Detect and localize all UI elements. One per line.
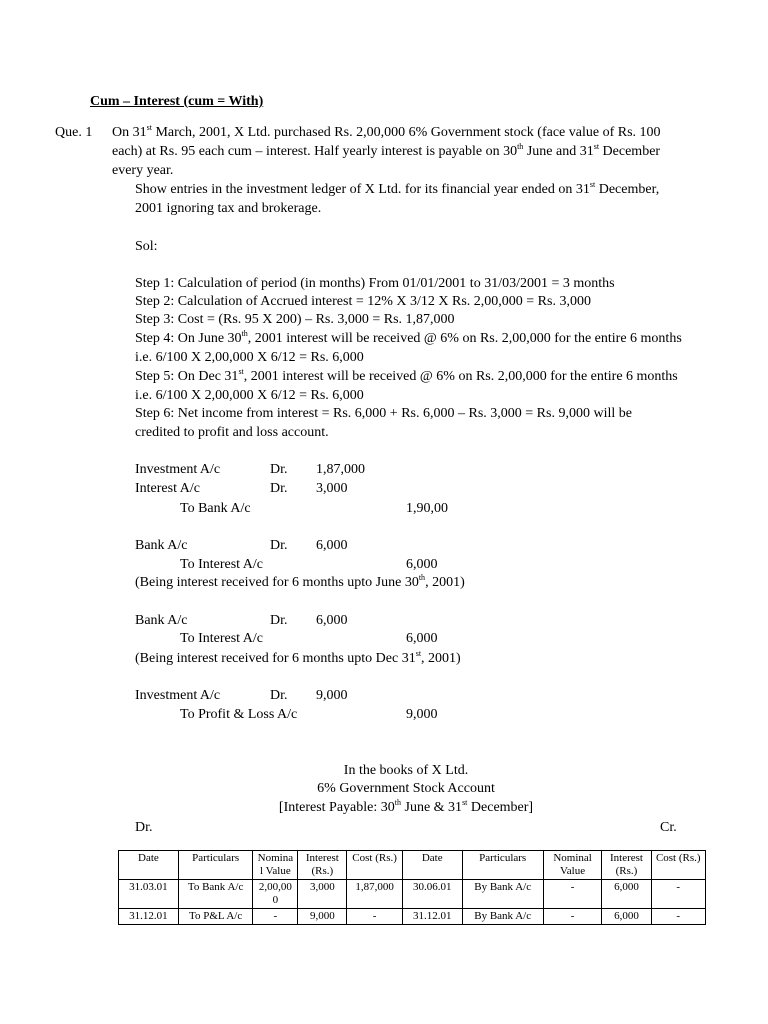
table-cell: - [651,909,705,925]
column-header: Cost (Rs.) [347,851,402,880]
debit-marker: Dr. [270,688,288,703]
superscript: th [418,573,426,582]
superscript: st [589,180,596,189]
ledger-heading-account: 6% Government Stock Account [317,781,495,796]
step-4 [135,330,682,348]
narration [135,650,461,668]
column-header: Date [402,851,462,880]
column-header: Particulars [178,851,253,880]
table-cell: 30.06.01 [402,880,462,909]
text: March, 2001, X Ltd. purchased Rs. 2,00,000 6% Government stock (face value of Rs. 100 [151,125,661,140]
credit-side-label: Cr. [660,820,677,835]
step-2: Step 2: Calculation of Accrued interest = 12% X 3/12 X Rs. 2,00,000 = Rs. 3,000 [135,294,591,309]
table-cell: By Bank A/c [462,880,543,909]
table-row [119,909,706,925]
text: , 2001) [421,651,461,666]
table-cell: 6,000 [602,909,651,925]
step-6: Step 6: Net income from interest = Rs. 6,000 + Rs. 6,000 – Rs. 3,000 = Rs. 9,000 will be [135,406,632,421]
text: Step 5: On Dec 31 [135,369,239,384]
text: , 2001 interest will be received @ 6% on Rs. 2,00,000 for the entire 6 months [247,331,682,346]
column-header: Nomina l Value [253,851,298,880]
table-cell: By Bank A/c [462,909,543,925]
ledger-heading-books: In the books of X Ltd. [343,763,469,778]
question-show-line-2: 2001 ignoring tax and brokerage. [135,201,322,216]
solution-label: Sol: [135,239,158,254]
table-cell: - [253,909,298,925]
account-name: To Interest A/c [180,631,263,646]
debit-marker: Dr. [270,613,288,628]
amount: 9,000 [406,707,438,722]
table-cell: 31.12.01 [119,909,179,925]
account-name: To Profit & Loss A/c [180,707,298,722]
text: (Being interest received for 6 months upto Dec 31 [135,651,416,666]
table-cell: - [347,909,402,925]
text: (Being interest received for 6 months upto June 30 [135,575,419,590]
superscript: th [394,798,401,807]
question-label: Que. 1 [55,125,93,140]
table-cell: 9,000 [298,909,347,925]
table-cell: - [651,880,705,909]
table-cell: 31.12.01 [402,909,462,925]
account-name: Bank A/c [135,538,188,553]
table-cell: 3,000 [298,880,347,909]
superscript: th [517,142,524,151]
superscript: st [593,142,600,151]
table-cell: 6,000 [602,880,651,909]
table-row [119,880,706,909]
amount: 6,000 [406,557,438,572]
superscript: st [415,649,422,658]
table-cell: 31.03.01 [119,880,179,909]
column-header: Date [119,851,179,880]
table-cell: 1,87,000 [347,880,402,909]
text: Step 4: On June 30 [135,331,242,346]
column-header: Nominal Value [543,851,602,880]
column-header: Interest (Rs.) [602,851,651,880]
step-4-line-2: i.e. 6/100 X 2,00,000 X 6/12 = Rs. 6,000 [135,350,364,365]
account-name: To Interest A/c [180,557,263,572]
table-cell: To P&L A/c [178,909,253,925]
table-cell: - [543,909,602,925]
text: each) at Rs. 95 each cum – interest. Half yearly interest is payable on 30 [112,144,518,159]
column-header: Particulars [462,851,543,880]
amount: 1,90,00 [406,501,448,516]
account-name: Investment A/c [135,688,221,703]
superscript: st [238,367,244,376]
question-show-line-1 [135,181,659,199]
step-6-line-2: credited to profit and loss account. [135,425,329,440]
step-5 [135,368,678,386]
table-cell: - [543,880,602,909]
amount: 6,000 [406,631,438,646]
account-name: To Bank A/c [180,501,251,516]
column-header: Cost (Rs.) [651,851,705,880]
question-line-3: every year. [112,163,174,178]
page-title: Cum – Interest (cum = With) [90,94,264,109]
column-header: Interest (Rs.) [298,851,347,880]
table-header-row [119,851,706,880]
text: December, [595,182,660,197]
superscript: st [146,123,152,132]
text: , 2001 interest will be received @ 6% on Rs. 2,00,000 for the entire 6 months [243,369,678,384]
table-cell: To Bank A/c [178,880,253,909]
amount: 6,000 [316,538,348,553]
account-name: Interest A/c [135,481,200,496]
text: December [599,144,661,159]
table-cell: 2,00,00 0 [253,880,298,909]
step-1: Step 1: Calculation of period (in months) From 01/01/2001 to 31/03/2001 = 3 months [135,276,615,291]
account-name: Bank A/c [135,613,188,628]
step-5-line-2: i.e. 6/100 X 2,00,000 X 6/12 = Rs. 6,000 [135,388,364,403]
account-name: Investment A/c [135,462,221,477]
debit-marker: Dr. [270,538,288,553]
debit-marker: Dr. [270,462,288,477]
narration [135,574,465,592]
text: June & 31 [401,800,463,815]
text: [Interest Payable: 30 [278,800,395,815]
question-line-2 [112,143,660,161]
text: December] [467,800,534,815]
amount: 9,000 [316,688,348,703]
amount: 6,000 [316,613,348,628]
debit-marker: Dr. [270,481,288,496]
superscript: st [462,798,468,807]
text: Show entries in the investment ledger of X Ltd. for its financial year ended on 31 [135,182,590,197]
amount: 3,000 [316,481,348,496]
debit-side-label: Dr. [135,820,153,835]
text: June and 31 [523,144,594,159]
ledger-table [118,850,706,925]
amount: 1,87,000 [316,462,365,477]
superscript: th [241,329,248,338]
question-line-1 [112,124,677,142]
text: , 2001) [425,575,465,590]
ledger-heading-interest-dates [0,799,768,817]
step-3: Step 3: Cost = (Rs. 95 X 200) – Rs. 3,000 = Rs. 1,87,000 [135,312,455,327]
text: On 31 [112,125,147,140]
